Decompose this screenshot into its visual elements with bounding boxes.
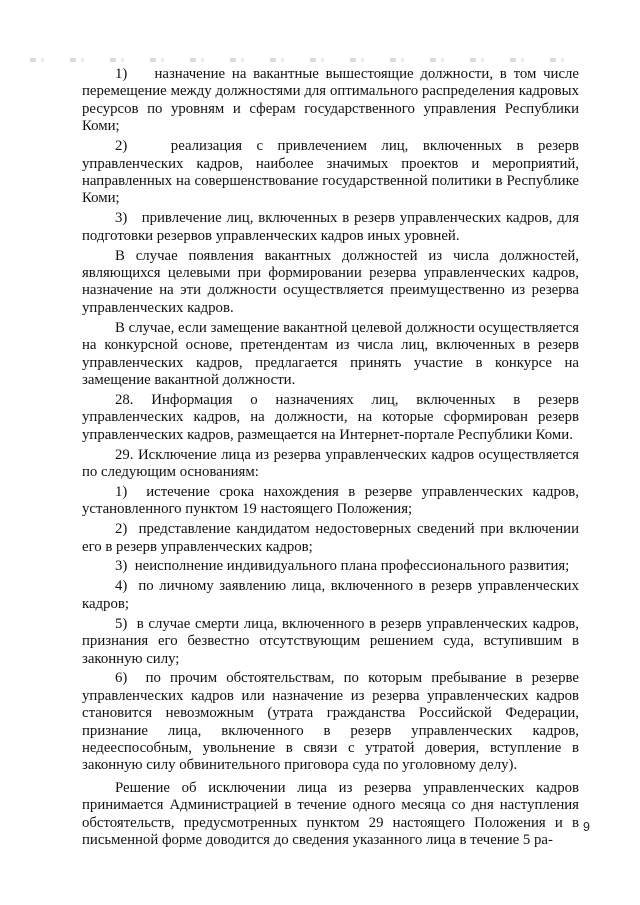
paragraph-item-2: 2) реализация с привлечением лиц, включенных в резерв управленческих кадров, наиболее значимых проектов и мероприятий, направленных на совершенствование государственной политики в Республике Коми;: [82, 138, 579, 207]
paragraph-29: 29. Исключение лица из резерва управленческих кадров осуществляется по следующим основаниям:: [82, 446, 579, 480]
paragraph-exclusion-decision: Решение об исключении лица из резерва управленческих кадров принимается Администрацией в течение одного месяца со дня наступления обстоятельств, предусмотренных пунктом 29 настоящего Положения и в письменной форме доводится до сведения указанного лица в течение 5 ра-: [82, 779, 579, 849]
paragraph-29-item-3: 3) неисполнение индивидуального плана профессионального развития;: [115, 558, 570, 575]
document-body: [82, 66, 579, 852]
paragraph-29-item-1: 1) истечение срока нахождения в резерве управленческих кадров, установленного пунктом 19 настоящего Положения;: [82, 483, 579, 518]
paragraph-29-item-6: 6) по прочим обстоятельствам, по которым пребывание в резерве управленческих кадров или назначение из резерва управленческих кадров становится невозможным (утрата гражданства Российской Федерации, признание лица, включенного в резерв управленческих кадров, недееспособным, увольнение в связи с утратой доверия, вступление в законную силу обвинительного приговора суда по уголовному делу).: [82, 670, 579, 774]
page-number: 9: [583, 820, 590, 834]
paragraph-29-item-2: 2) представление кандидатом недостоверных сведений при включении его в резерв управленческих кадров;: [82, 521, 579, 555]
paragraph-vacancy-appointment: В случае появления вакантных должностей из числа должностей, являющихся целевыми при формировании резерва управленческих кадров, назначение на эти должности осуществляется преимущественно из резерва управленческих кадров.: [82, 247, 579, 316]
paragraph-item-3: 3) привлечение лиц, включенных в резерв управленческих кадров, для подготовки резервов управленческих кадров иных уровней.: [82, 210, 579, 244]
paragraph-28: 28. Информация о назначениях лиц, включенных в резерв управленческих кадров, на должности, на которые сформирован резерв управленческих кадров, размещается на Интернет-портале Республики Коми.: [82, 391, 579, 443]
paragraph-competition: В случае, если замещение вакантной целевой должности осуществляется на конкурсной основе, претендентам из числа лиц, включенных в резерв управленческих кадров, предлагается принять участие в конкурсе на замещение вакантной должности.: [82, 319, 579, 388]
scan-artifact-line: [30, 58, 570, 62]
paragraph-29-item-5: 5) в случае смерти лица, включенного в резерв управленческих кадров, признания его безвестно отсутствующим решением суда, вступившим в законную силу;: [82, 615, 579, 667]
paragraph-item-1: 1) назначение на вакантные вышестоящие должности, в том числе перемещение между должностями для оптимального распределения кадровых ресурсов по уровням и сферам государственного управления Республики Коми;: [82, 66, 579, 135]
paragraph-29-item-4: 4) по личному заявлению лица, включенного в резерв управленческих кадров;: [82, 578, 579, 612]
